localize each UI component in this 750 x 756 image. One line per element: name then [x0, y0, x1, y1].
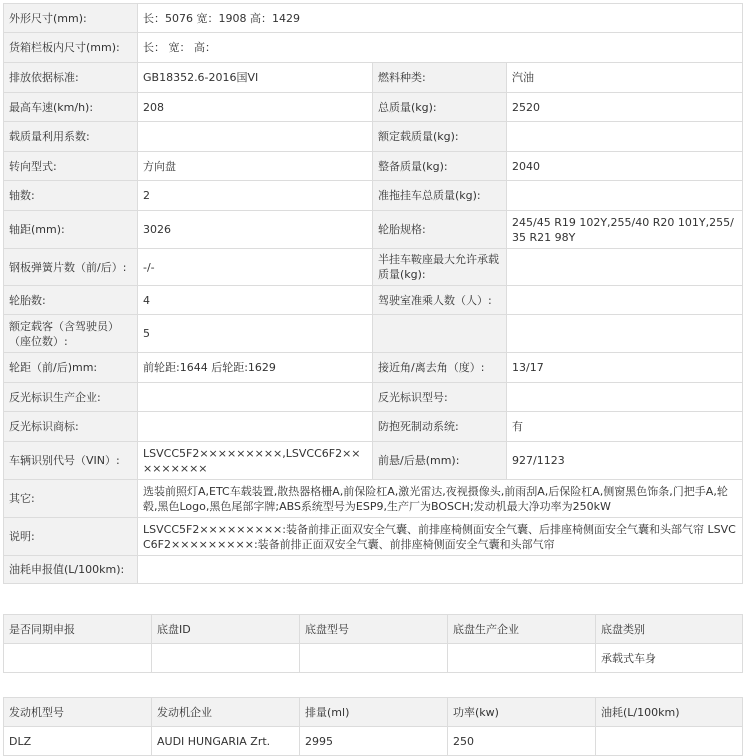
spec-label: 反光标识生产企业: — [4, 383, 138, 412]
spec-label: 转向型式: — [4, 152, 138, 181]
chassis-header-cell: 底盘类别 — [596, 615, 743, 644]
spec-value — [138, 412, 373, 442]
spec-value: 汽油 — [507, 63, 743, 93]
spec-value — [507, 181, 743, 211]
vehicle-spec-table — [3, 3, 743, 584]
spec-value: GB18352.6-2016国VI — [138, 63, 373, 93]
spec-label: 总质量(kg): — [373, 93, 507, 122]
spec-value: LSVCC5F2×××××××××:装备前排正面双安全气囊、前排座椅侧面安全气囊、后排座椅侧面安全气囊和头部气帘 LSVCC6F2×××××××××:装备前排正面双安全气囊、前排座椅侧面安全气囊和头部气帘 — [138, 518, 743, 556]
spec-value: 208 — [138, 93, 373, 122]
engine-cell: AUDI HUNGARIA Zrt. — [152, 727, 300, 756]
spec-value — [138, 383, 373, 412]
spec-value: 方向盘 — [138, 152, 373, 181]
spec-value — [138, 556, 743, 584]
spec-value: -/- — [138, 249, 373, 286]
spec-label: 额定载质量(kg): — [373, 122, 507, 152]
engine-header-cell: 发动机企业 — [152, 698, 300, 727]
chassis-data-row — [4, 644, 743, 673]
spec-value: 5 — [138, 315, 373, 353]
spec-value — [507, 286, 743, 315]
spec-label: 前悬/后悬(mm): — [373, 442, 507, 480]
engine-header-cell: 排量(ml) — [300, 698, 448, 727]
spec-value: 有 — [507, 412, 743, 442]
spec-value: 长：5076 宽：1908 高：1429 — [138, 4, 743, 33]
chassis-header-cell: 底盘型号 — [300, 615, 448, 644]
spec-label: 车辆识别代号（VIN）: — [4, 442, 138, 480]
spec-label: 油耗申报值(L/100km): — [4, 556, 138, 584]
spec-label: 其它: — [4, 480, 138, 518]
engine-cell: 250 — [448, 727, 596, 756]
spec-label: 半挂车鞍座最大允许承载质量(kg): — [373, 249, 507, 286]
spec-row — [4, 286, 743, 315]
spec-label: 反光标识型号: — [373, 383, 507, 412]
spec-label: 钢板弹簧片数（前/后）: — [4, 249, 138, 286]
spec-row — [4, 211, 743, 249]
spec-label: 货箱栏板内尺寸(mm): — [4, 33, 138, 63]
spec-label: 反光标识商标: — [4, 412, 138, 442]
spec-label: 额定载客（含驾驶员）（座位数）: — [4, 315, 138, 353]
chassis-cell — [448, 644, 596, 673]
spec-value: 长： 宽： 高： — [138, 33, 743, 63]
spec-row — [4, 152, 743, 181]
spec-row — [4, 122, 743, 152]
engine-header-cell: 油耗(L/100km) — [596, 698, 743, 727]
spec-row — [4, 442, 743, 480]
spec-row — [4, 181, 743, 211]
spec-value: 2 — [138, 181, 373, 211]
spec-row — [4, 315, 743, 353]
spec-value: 3026 — [138, 211, 373, 249]
spec-value: 13/17 — [507, 353, 743, 383]
chassis-header-cell: 底盘生产企业 — [448, 615, 596, 644]
spec-row — [4, 480, 743, 518]
spec-label: 燃料种类: — [373, 63, 507, 93]
spec-label: 说明: — [4, 518, 138, 556]
spec-label: 外形尺寸(mm): — [4, 4, 138, 33]
chassis-cell: 承载式车身 — [596, 644, 743, 673]
spec-value: 4 — [138, 286, 373, 315]
spec-label: 准拖挂车总质量(kg): — [373, 181, 507, 211]
spec-row — [4, 33, 743, 63]
spec-row — [4, 249, 743, 286]
spec-label: 驾驶室准乘人数（人）: — [373, 286, 507, 315]
engine-cell: 2995 — [300, 727, 448, 756]
spec-label: 轮距（前/后)mm: — [4, 353, 138, 383]
spec-value: 927/1123 — [507, 442, 743, 480]
chassis-cell — [300, 644, 448, 673]
spec-label: 轴距(mm): — [4, 211, 138, 249]
spec-row — [4, 63, 743, 93]
chassis-cell — [152, 644, 300, 673]
spec-row — [4, 93, 743, 122]
spec-label: 排放依据标准: — [4, 63, 138, 93]
engine-header-cell: 功率(kw) — [448, 698, 596, 727]
spec-value — [507, 383, 743, 412]
spec-label: 最高车速(km/h): — [4, 93, 138, 122]
spec-label: 载质量利用系数: — [4, 122, 138, 152]
spec-value — [507, 249, 743, 286]
spec-row — [4, 4, 743, 33]
engine-header-row — [4, 698, 743, 727]
chassis-header-cell: 底盘ID — [152, 615, 300, 644]
spec-value: LSVCC5F2×××××××××,LSVCC6F2××××××××× — [138, 442, 373, 480]
engine-cell: DLZ — [4, 727, 152, 756]
engine-table — [3, 697, 743, 756]
spec-value — [507, 122, 743, 152]
spec-label: 轮胎规格: — [373, 211, 507, 249]
spec-value: 2040 — [507, 152, 743, 181]
spec-row — [4, 383, 743, 412]
spec-label: 整备质量(kg): — [373, 152, 507, 181]
spec-value: 前轮距:1644 后轮距:1629 — [138, 353, 373, 383]
spec-label: 接近角/离去角（度）: — [373, 353, 507, 383]
spec-label — [373, 315, 507, 353]
spec-value: 245/45 R19 102Y,255/40 R20 101Y,255/35 R21 98Y — [507, 211, 743, 249]
chassis-header-cell: 是否同期申报 — [4, 615, 152, 644]
chassis-cell — [4, 644, 152, 673]
spec-row — [4, 556, 743, 584]
spec-row — [4, 518, 743, 556]
engine-cell — [596, 727, 743, 756]
spec-label: 防抱死制动系统: — [373, 412, 507, 442]
spec-label: 轮胎数: — [4, 286, 138, 315]
spec-value — [138, 122, 373, 152]
spec-value — [507, 315, 743, 353]
spec-label: 轴数: — [4, 181, 138, 211]
chassis-table — [3, 614, 743, 673]
spec-row — [4, 353, 743, 383]
spec-row — [4, 412, 743, 442]
chassis-header-row — [4, 615, 743, 644]
engine-header-cell: 发动机型号 — [4, 698, 152, 727]
spec-value: 选装前照灯A,ETC车载装置,散热器格栅A,前保险杠A,激光雷达,夜视摄像头,前雨刮A,后保险杠A,侧窗黑色饰条,门把手A,轮毂,黑色Logo,黑色尾部字牌;ABS系统型号为ESP9,生产厂为BOSCH;发动机最大净功率为250kW — [138, 480, 743, 518]
engine-data-row — [4, 727, 743, 756]
spec-value: 2520 — [507, 93, 743, 122]
